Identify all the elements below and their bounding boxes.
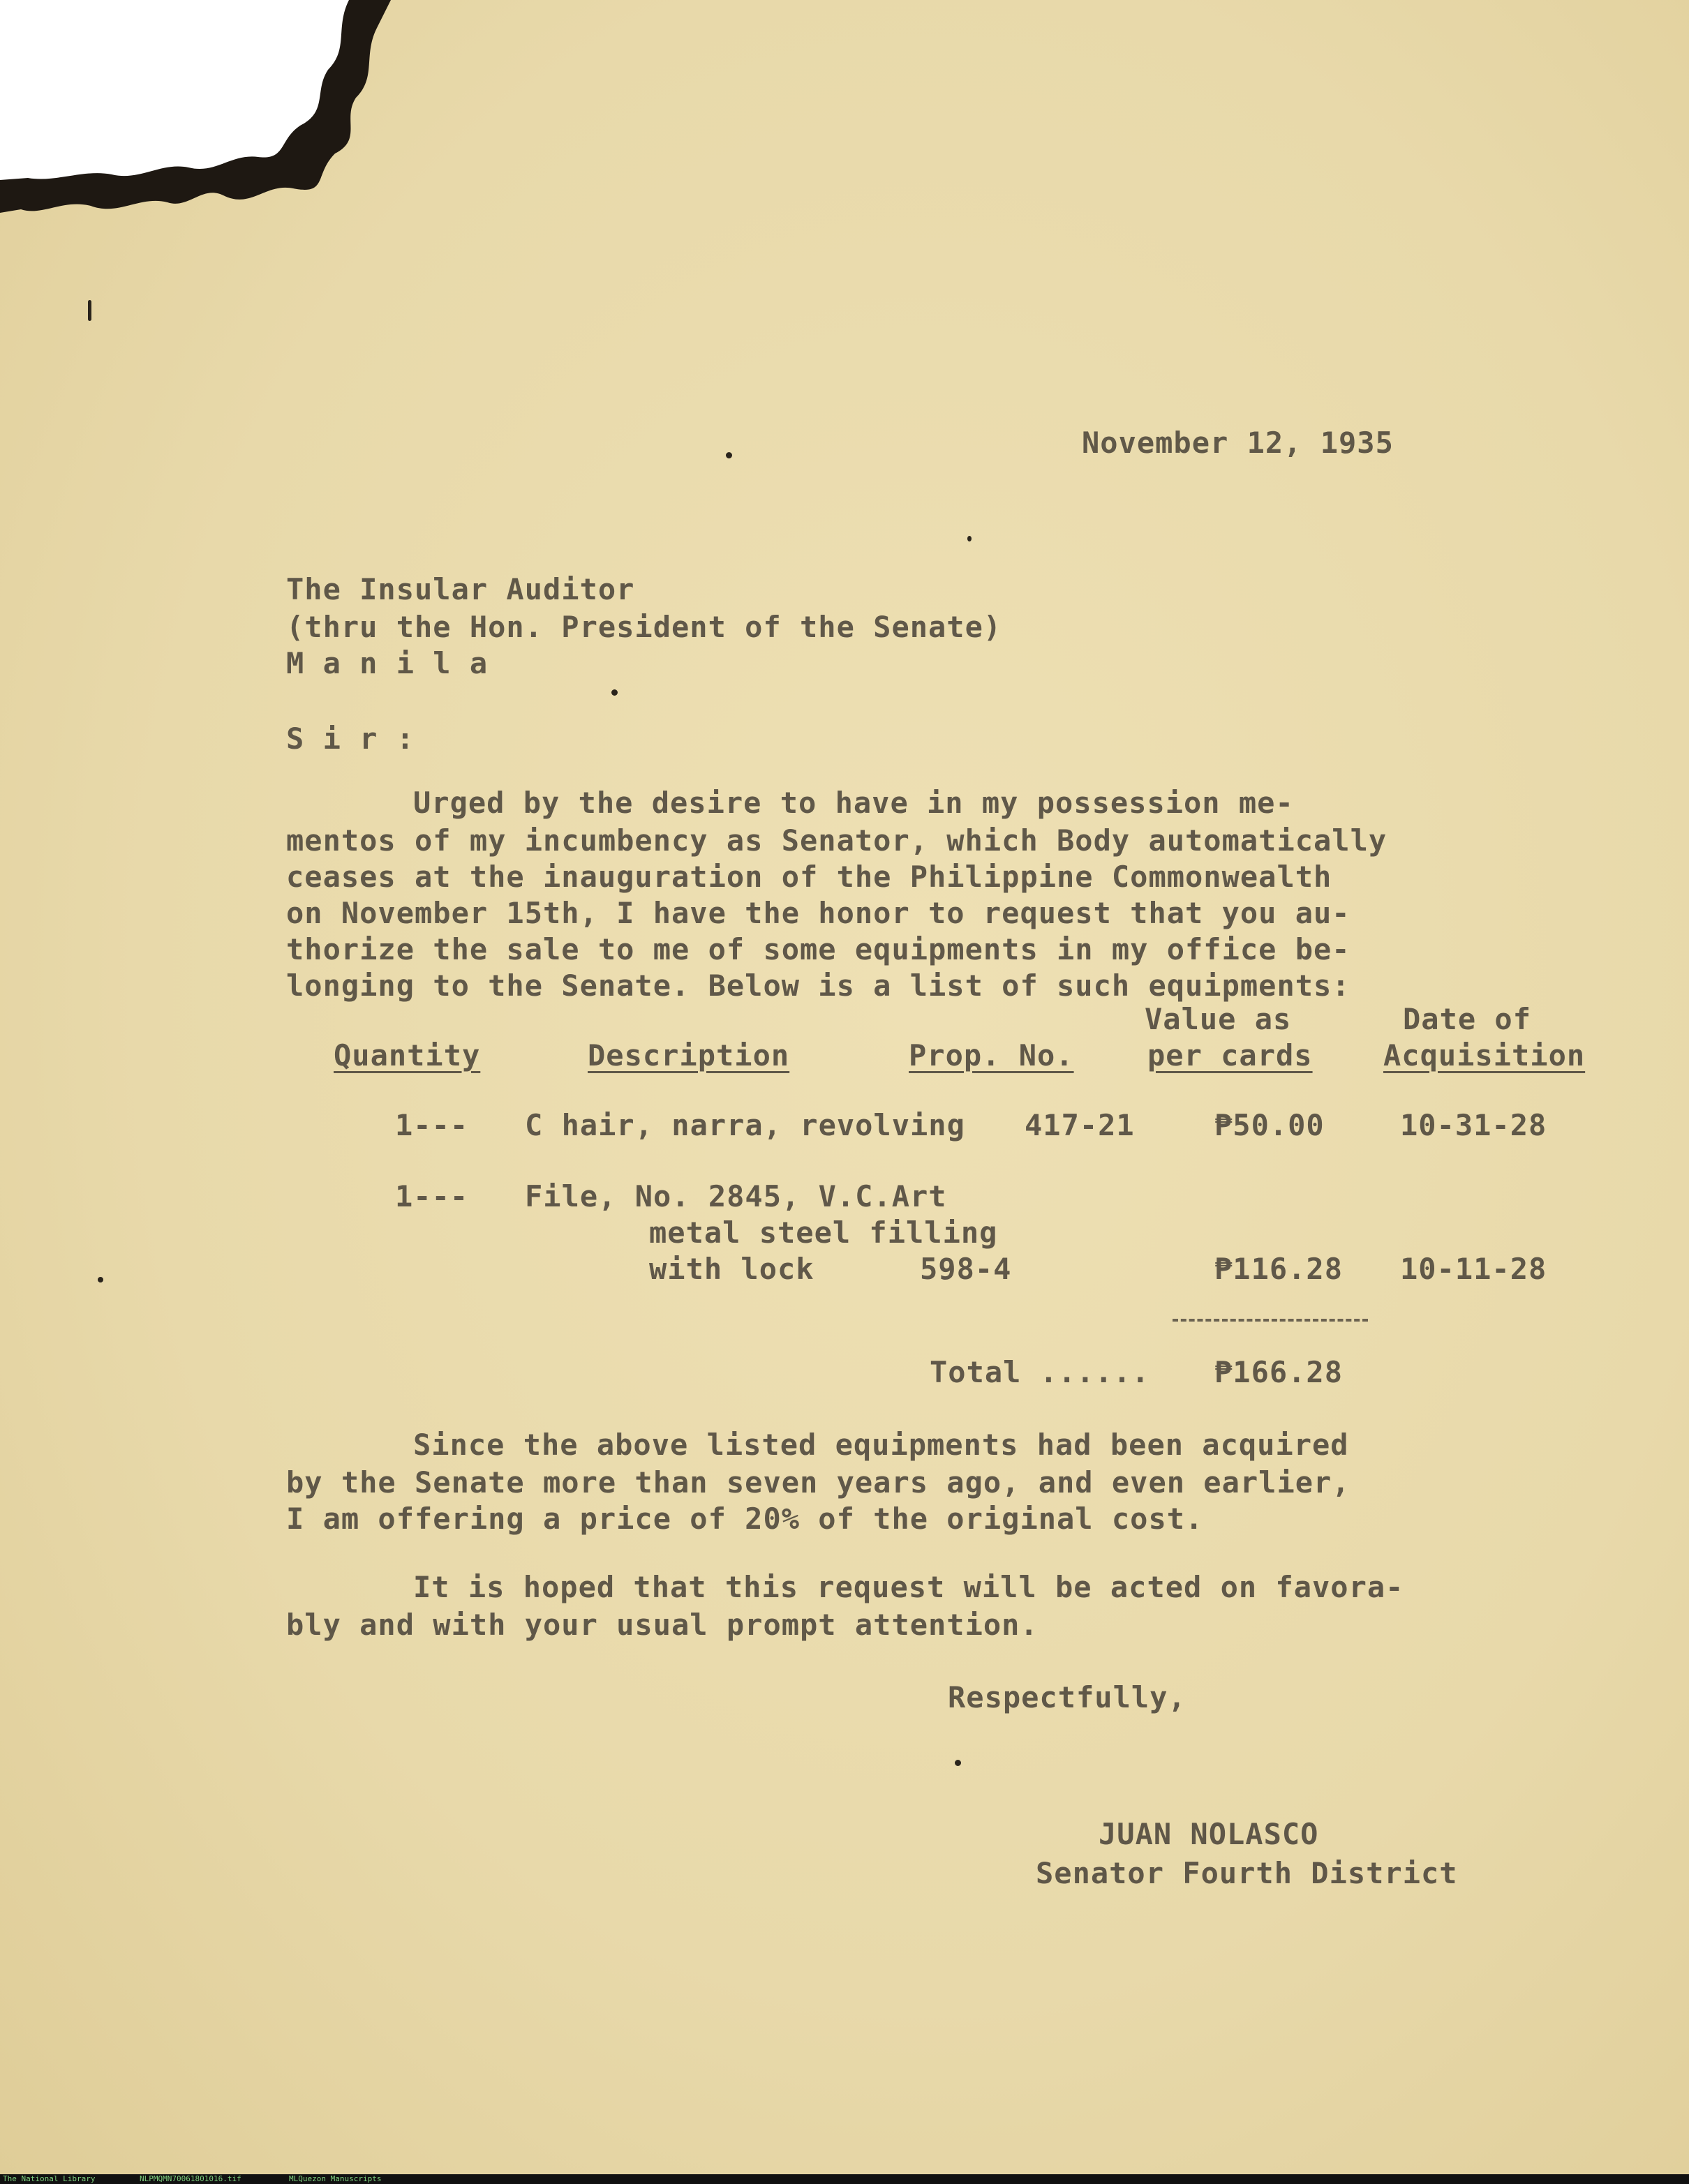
addressee-line-3: M a n i l a [286,646,489,680]
row2-description-line-1: File, No. 2845, V.C.Art [525,1179,947,1213]
header-prop-no: Prop. No. [909,1038,1074,1072]
scan-footer [0,2174,1689,2184]
total-rule [1173,1319,1368,1322]
total-label: Total ...... [930,1355,1150,1389]
row1-value: ₱50.00 [1214,1108,1325,1142]
body-p2-line-2: by the Senate more than seven years ago, and even earlier, [286,1465,1351,1499]
letter-date: November 12, 1935 [1082,426,1394,460]
body-p1-line-1: Urged by the desire to have in my possession me- [413,786,1294,820]
header-quantity: Quantity [334,1038,481,1072]
body-p1-line-4: on November 15th, I have the honor to request that you au- [286,896,1351,930]
row2-description-line-2: metal steel filling [649,1216,998,1250]
row2-value: ₱116.28 [1214,1252,1344,1286]
signature-title: Senator Fourth District [1036,1856,1458,1890]
header-date-bottom: Acquisition [1383,1038,1586,1072]
header-description: Description [588,1038,790,1072]
header-value-top: Value as [1145,1002,1292,1036]
addressee-line-2: (thru the Hon. President of the Senate) [286,610,1002,644]
ink-speck [726,452,732,458]
row1-date: 10-31-28 [1400,1108,1547,1142]
salutation: S i r : [286,721,415,756]
row2-qty: 1--- [395,1179,469,1213]
closing: Respectfully, [948,1680,1186,1714]
footer-collection: MLQuezon Manuscripts [289,2174,382,2183]
signature-name: JUAN NOLASCO [1099,1817,1319,1851]
row1-description: C hair, narra, revolving [525,1108,965,1142]
body-p1-line-5: thorize the sale to me of some equipments in my office be- [286,932,1351,966]
ink-speck [955,1760,961,1766]
row2-description-line-3: with lock [649,1252,814,1286]
row1-qty: 1--- [395,1108,469,1142]
row2-date: 10-11-28 [1400,1252,1547,1286]
body-p2-line-1: Since the above listed equipments had been acquired [413,1428,1349,1462]
header-value-bottom: per cards [1147,1038,1313,1072]
header-date-top: Date of [1403,1002,1532,1036]
body-p3-line-2: bly and with your usual prompt attention. [286,1608,1039,1642]
ink-speck [611,689,618,696]
body-p3-line-1: It is hoped that this request will be acted on favora- [413,1570,1404,1604]
burn-damage [0,0,391,230]
ink-speck [98,1277,103,1282]
total-value: ₱166.28 [1214,1355,1344,1389]
footer-library: The National Library [3,2174,96,2183]
body-p1-line-2: mentos of my incumbency as Senator, which Body automatically [286,823,1387,858]
ink-speck [88,300,91,321]
ink-speck [967,536,972,541]
addressee-line-1: The Insular Auditor [286,572,635,606]
body-p2-line-3: I am offering a price of 20% of the original cost. [286,1502,1204,1536]
body-p1-line-6: longing to the Senate. Below is a list of such equipments: [286,968,1351,1003]
row1-prop-no: 417-21 [1025,1108,1135,1142]
footer-file: NLPMQMN70061801016.tif [140,2174,241,2183]
row2-prop-no: 598-4 [920,1252,1012,1286]
body-p1-line-3: ceases at the inauguration of the Philippine Commonwealth [286,860,1332,894]
